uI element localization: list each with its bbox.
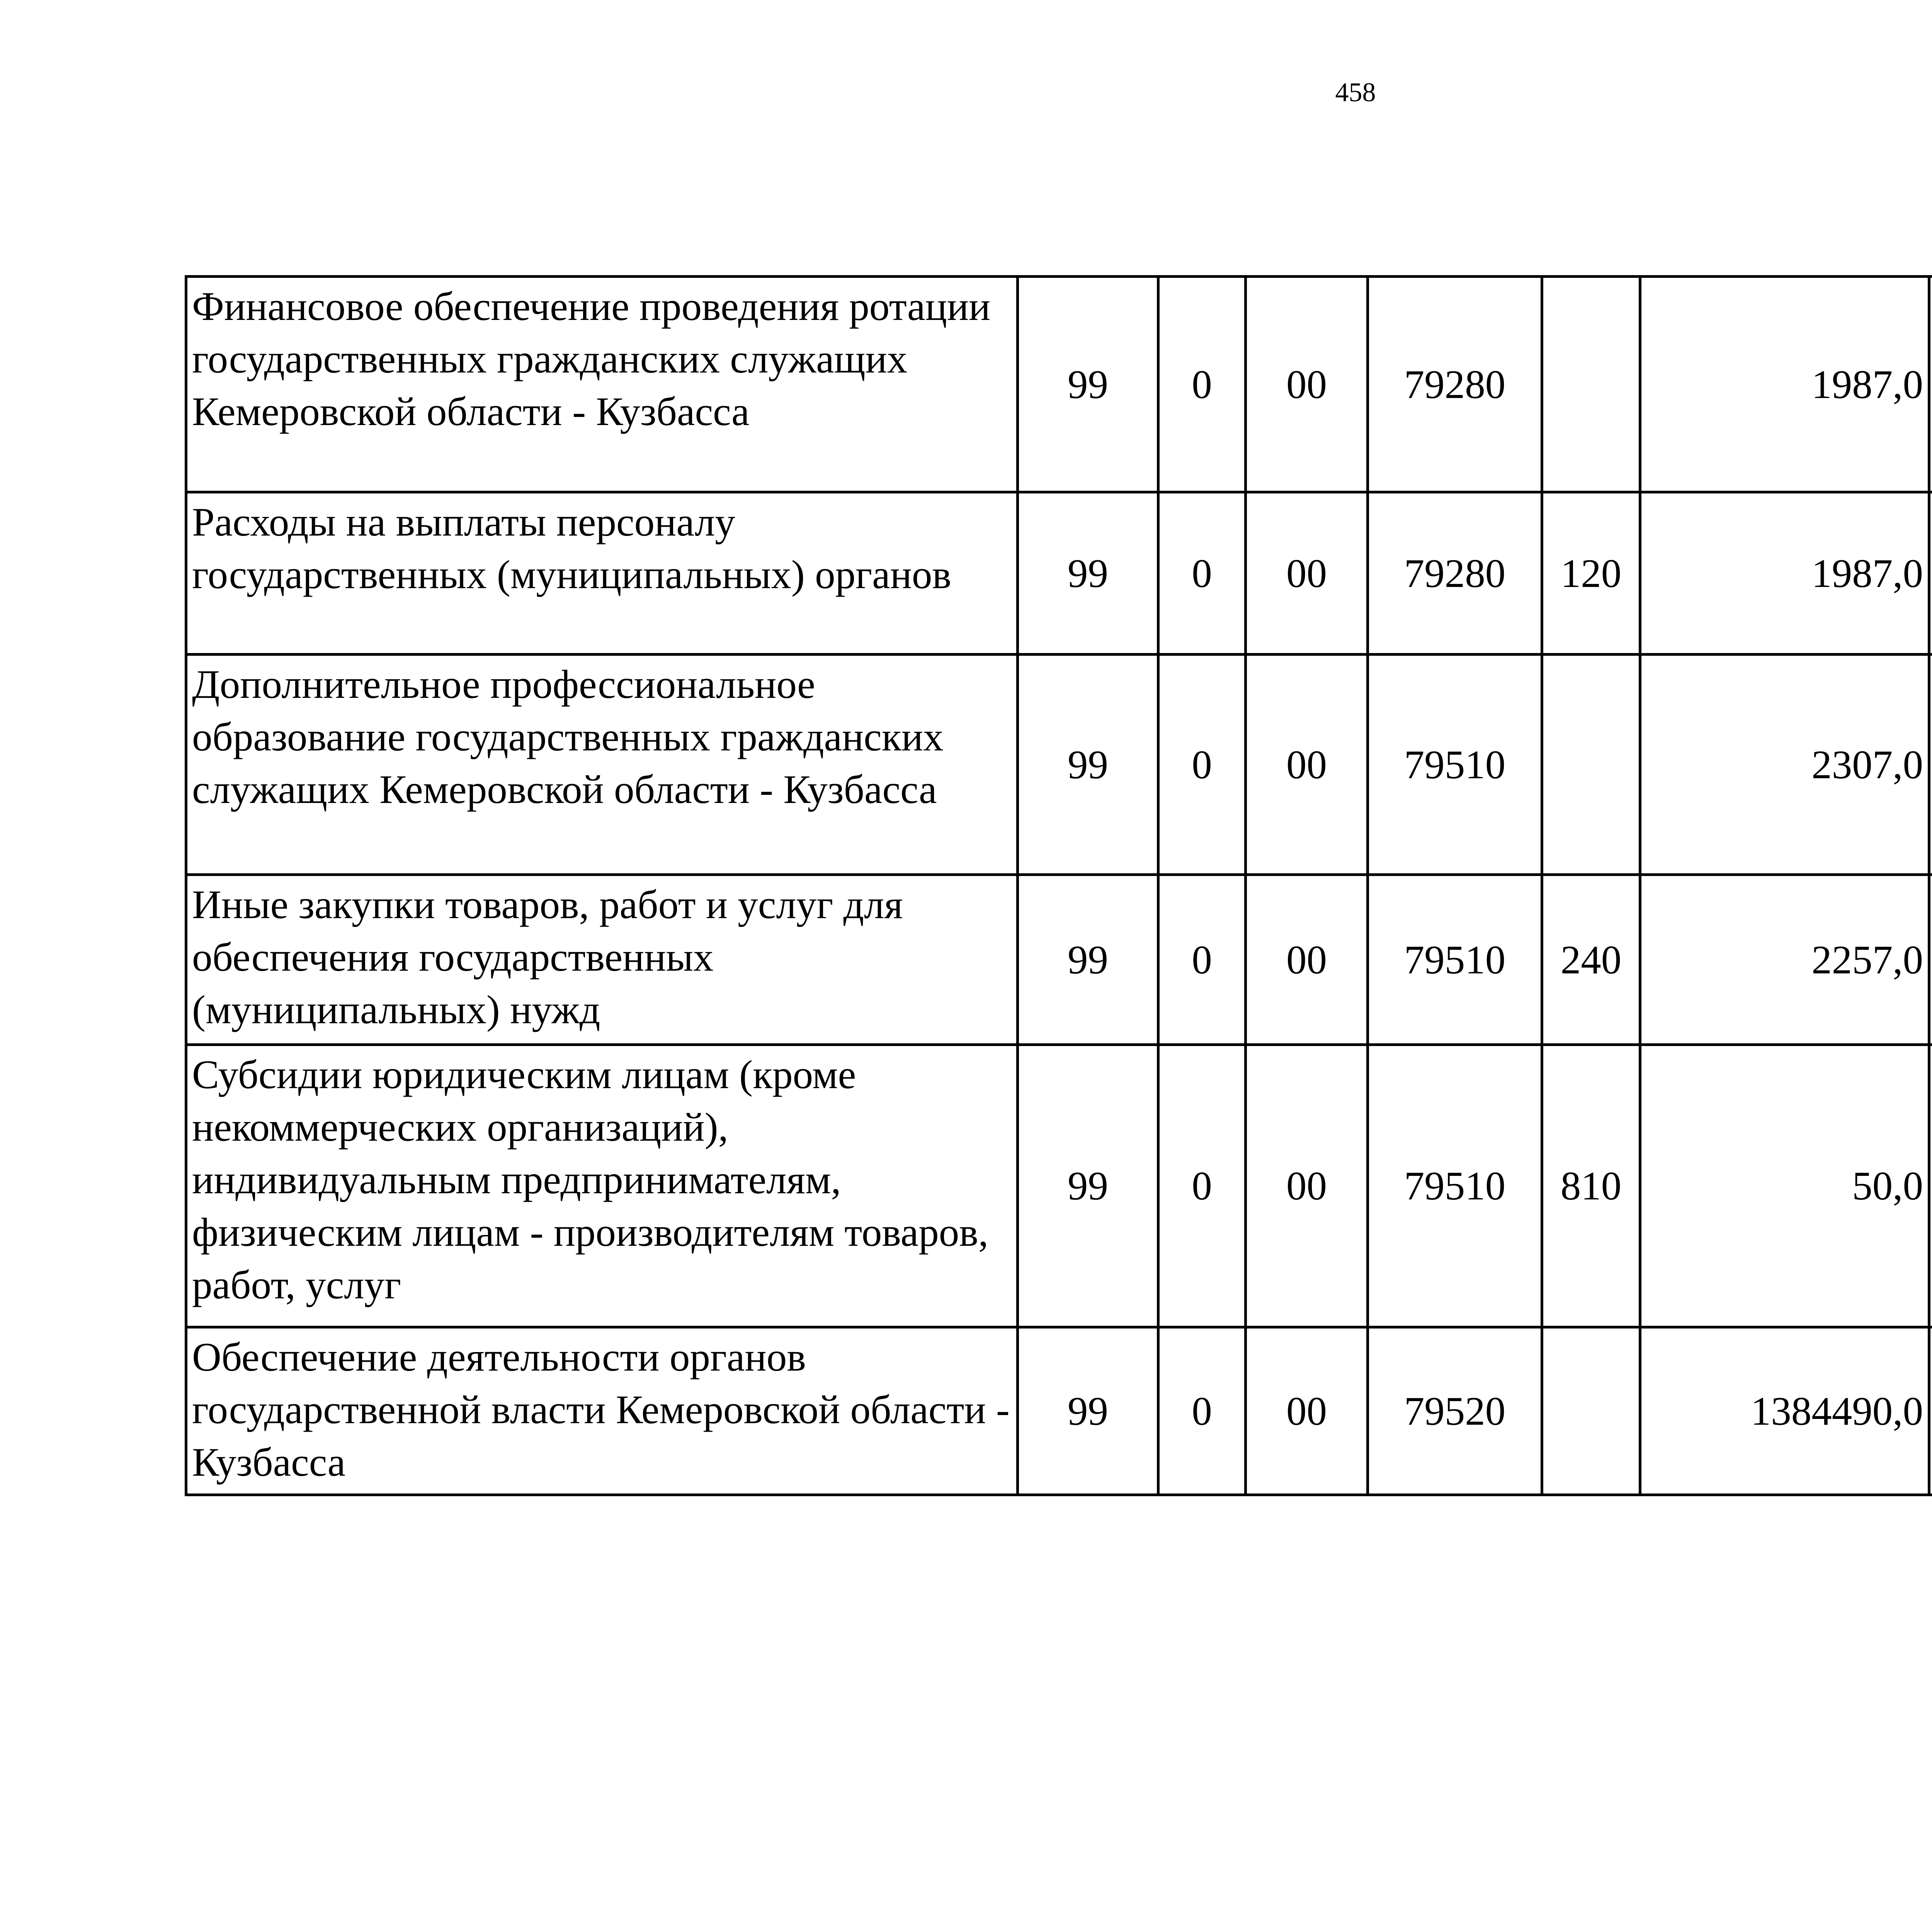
amount-year-1: 1987,0 <box>1640 492 1929 655</box>
table-row <box>186 492 1932 655</box>
subprogram-code: 0 <box>1158 1045 1246 1327</box>
table-row <box>186 277 1932 492</box>
program-code: 99 <box>1018 1327 1158 1495</box>
amount-year-2 <box>1929 655 1932 875</box>
amount-year-1: 50,0 <box>1640 1045 1929 1327</box>
amount-year-2 <box>1929 1045 1932 1327</box>
main-activity-code: 00 <box>1246 492 1368 655</box>
row-name: Дополнительное профессиональное образование государственных гражданских служащих Кемеровской области - Кузбасса <box>186 655 1018 875</box>
amount-year-1: 2307,0 <box>1640 655 1929 875</box>
direction-code: 79510 <box>1368 1045 1542 1327</box>
program-code: 99 <box>1018 492 1158 655</box>
subprogram-code: 0 <box>1158 875 1246 1045</box>
direction-code: 79280 <box>1368 492 1542 655</box>
amount-year-2 <box>1929 492 1932 655</box>
main-activity-code: 00 <box>1246 277 1368 492</box>
amount-year-1: 2257,0 <box>1640 875 1929 1045</box>
table-row <box>186 875 1932 1045</box>
row-name: Иные закупки товаров, работ и услуг для обеспечения государственных (муниципальных) нужд <box>186 875 1018 1045</box>
expense-type-code: 810 <box>1542 1045 1640 1327</box>
expense-type-code <box>1542 655 1640 875</box>
main-activity-code: 00 <box>1246 655 1368 875</box>
amount-year-2 <box>1929 875 1932 1045</box>
expense-type-code: 120 <box>1542 492 1640 655</box>
amount-year-2 <box>1929 1327 1932 1495</box>
direction-code: 79510 <box>1368 655 1542 875</box>
row-name: Расходы на выплаты персоналу государственных (муниципальных) органов <box>186 492 1018 655</box>
expense-type-code <box>1542 1327 1640 1495</box>
page-number: 458 <box>1335 78 1376 107</box>
main-activity-code: 00 <box>1246 1045 1368 1327</box>
table-row <box>186 655 1932 875</box>
main-activity-code: 00 <box>1246 1327 1368 1495</box>
table-row <box>186 1327 1932 1495</box>
direction-code: 79280 <box>1368 277 1542 492</box>
expense-type-code: 240 <box>1542 875 1640 1045</box>
program-code: 99 <box>1018 1045 1158 1327</box>
program-code: 99 <box>1018 655 1158 875</box>
subprogram-code: 0 <box>1158 655 1246 875</box>
direction-code: 79510 <box>1368 875 1542 1045</box>
subprogram-code: 0 <box>1158 1327 1246 1495</box>
row-name: Финансовое обеспечение проведения ротации государственных гражданских служащих Кемеровской области - Кузбасса <box>186 277 1018 492</box>
expense-type-code <box>1542 277 1640 492</box>
program-code: 99 <box>1018 277 1158 492</box>
row-name: Субсидии юридическим лицам (кроме некоммерческих организаций), индивидуальным предпринимателям, физическим лицам - производителям товаров, работ, услуг <box>186 1045 1018 1327</box>
table-row <box>186 1045 1932 1327</box>
amount-year-1: 1384490,0 <box>1640 1327 1929 1495</box>
row-name: Обеспечение деятельности органов государственной власти Кемеровской области - Кузбасса <box>186 1327 1018 1495</box>
amount-year-2 <box>1929 277 1932 492</box>
subprogram-code: 0 <box>1158 492 1246 655</box>
subprogram-code: 0 <box>1158 277 1246 492</box>
budget-table <box>185 275 1932 1496</box>
direction-code: 79520 <box>1368 1327 1542 1495</box>
amount-year-1: 1987,0 <box>1640 277 1929 492</box>
program-code: 99 <box>1018 875 1158 1045</box>
main-activity-code: 00 <box>1246 875 1368 1045</box>
